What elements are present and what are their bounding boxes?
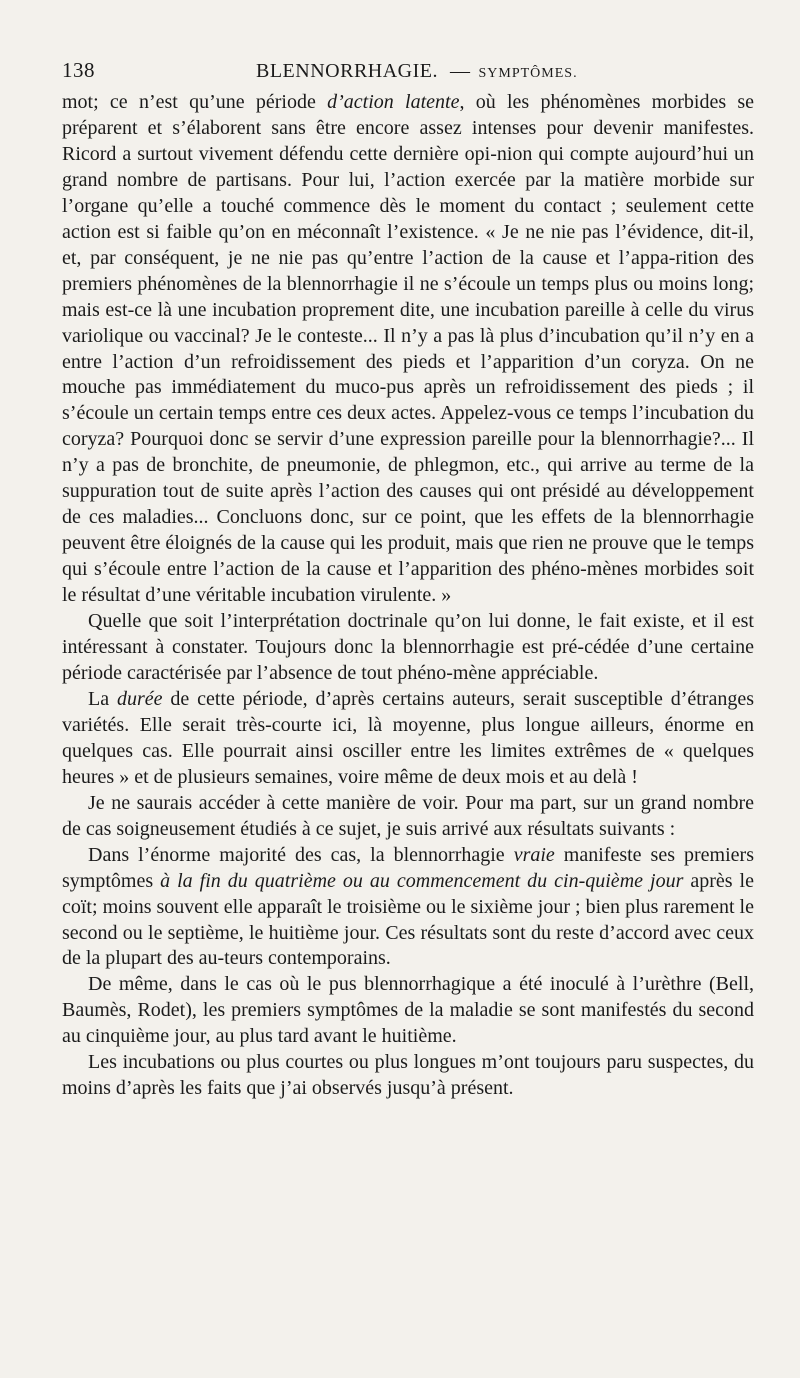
text-run: , où les phénomènes morbides se préparent et s’élaborent sans être encore assez intenses pour devenir manifestes. Ricord a surtout vivement défendu cette dernière opi-nion qui compte aujourd’hui un grand nombre de partisans. Pour lui, l’action exercée par la matière morbide sur l’organe qu’elle a touché commence dès le moment du contact ; seulement cette action est si faible qu’on en méconnaît l’existence. « Je ne nie pas l’évidence, dit-il, et, par conséquent, je ne nie pas qu’entre l’action de la cause et l’appa-rition des premiers phénomènes de la blennorrhagie il ne s’écoule un temps plus ou moins long; mais est-ce là une incubation proprement dite, une incubation pareille à celle du virus variolique ou vaccinal? Je le conteste... Il n’y a pas là plus d’incubation qu’il n’y en a entre l’action d’un refroidissement des pieds et l’apparition d’un coryza. On ne mouche pas immédiatement du muco-pus après un refroidissement des pieds ; il s’écoule un certain temps entre ces deux actes. Appelez-vous ce temps l’incubation du coryza? Pourquoi donc se servir d’une expression pareille pour la blennorrhagie?... Il n’y a pas de bronchite, de pneumonie, de phlegmon, etc., qui arrive au terme de la suppuration tout de suite après l’action des causes qui ont présidé au développement de ces maladies... Concluons donc, sur ce point, que les effets de la blennorrhagie peuvent être éloignés de la cause qui les produit, mais que rien ne prouve que le temps qui s’écoule entre l’action de la cause et l’apparition des phéno-mènes morbides soit le résultat d’une véritable incubation virulente. » [62, 91, 755, 607]
text-run: de cette période, d’après certains auteurs, serait susceptible d’étranges variétés. Elle serait très-courte ici, là moyenne, plus longue ailleurs, énorme en quelques cas. Elle pourrait ainsi osciller entre les limites extrêmes de « quelques heures » et de plusieurs semaines, voire même de deux mois et au delà ! [62, 687, 755, 788]
paragraph [62, 687, 754, 791]
running-header [62, 58, 754, 90]
paragraph [62, 972, 754, 1050]
text-run: De même, dans le cas où le pus blennorrhagique a été inoculé à l’urèthre (Bell, Baumès, Rodet), les premiers symptômes de la maladie se sont manifestés du second au cinquième jour, au plus tard avant le huitième. [62, 973, 754, 1048]
book-page [62, 58, 754, 1102]
page-number: 138 [62, 58, 95, 82]
body-text [62, 90, 754, 1102]
running-title: BLENNORRHAGIE. [256, 60, 438, 82]
italic-run: vraie [513, 843, 555, 866]
paragraph [62, 609, 754, 687]
italic-run: d’action latente [327, 91, 460, 113]
text-run: Dans l’énorme majorité des cas, la blennorrhagie [88, 843, 514, 866]
text-run: La [88, 687, 117, 710]
header-dash: — [450, 60, 471, 82]
paragraph [62, 90, 754, 609]
paragraph [62, 1050, 754, 1102]
paragraph [62, 843, 754, 973]
text-run: Les incubations ou plus courtes ou plus longues m’ont toujours paru suspectes, du moins d’après les faits que j’ai observés jusqu’à présent. [62, 1051, 754, 1100]
text-run: après le coït; moins souvent elle apparaît le troisième ou le sixième jour ; bien plus rarement le second ou le septième, le huitième jour. Ces résultats sont du reste d’accord avec ceux de la plupart des au-teurs contemporains. [62, 869, 754, 970]
text-run: Je ne saurais accéder à cette manière de voir. Pour ma part, sur un grand nombre de cas soigneusement étudiés à ce sujet, je suis arrivé aux résultats suivants : [62, 791, 754, 840]
text-run: mot; ce n’est qu’une période [62, 91, 328, 113]
italic-run: durée [116, 687, 163, 710]
text-run: Quelle que soit l’interprétation doctrinale qu’on lui donne, le fait existe, et il est intéressant à constater. Toujours donc la blennorrhagie est pré-cédée d’une certaine période caractérisée par l’absence de tout phéno-mène appréciable. [62, 610, 754, 684]
text-run: manifeste ses premiers symptômes [62, 843, 754, 892]
section-title: SYMPTÔMES. [478, 66, 578, 81]
italic-run: à la fin du quatrième ou au commencement du cin-quième jour [160, 869, 684, 892]
paragraph [62, 791, 754, 843]
